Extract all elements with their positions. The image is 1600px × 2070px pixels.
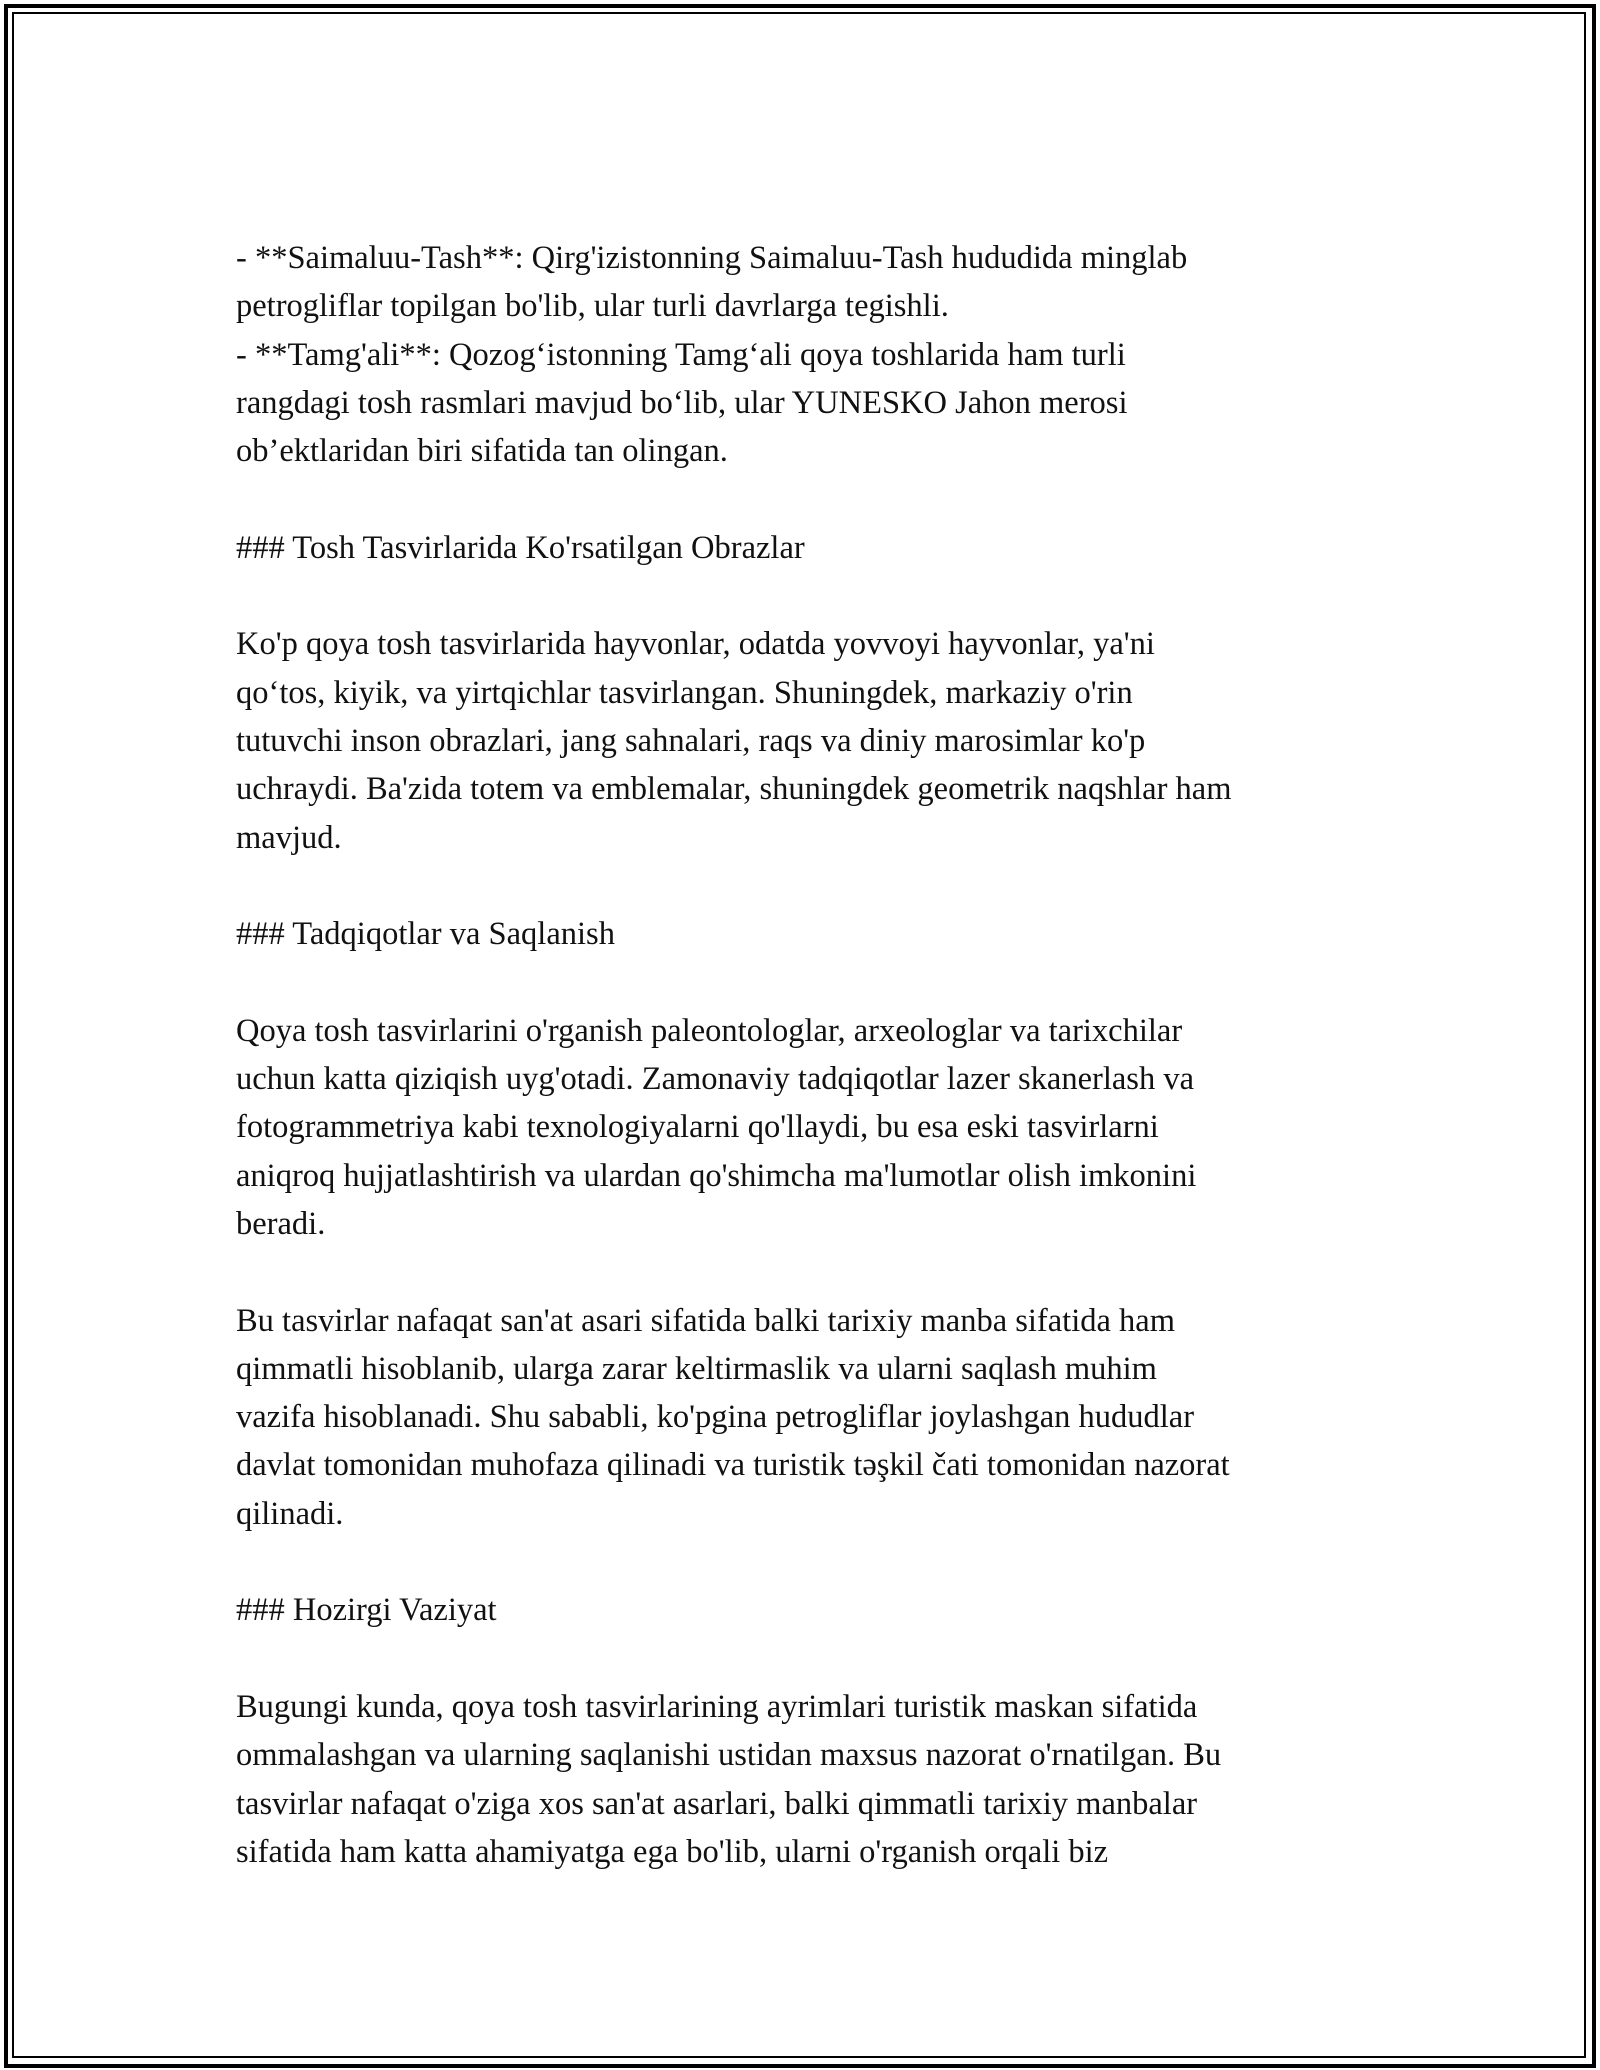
- text-line: ob’ektlaridan biri sifatida tan olingan.: [236, 433, 728, 470]
- text-line: sifatida ham katta ahamiyatga ega bo'lib, ularni o'rganish orqali biz: [236, 1833, 1109, 1870]
- list-item-tamgali: [236, 331, 1386, 476]
- text-line: qilinadi.: [236, 1495, 344, 1532]
- heading-obrazlar: [236, 524, 1386, 572]
- heading-text: ### Tadqiqotlar va Saqlanish: [236, 916, 615, 953]
- text-line: tasvirlar nafaqat o'ziga xos san'at asarlari, balki qimmatli tarixiy manbalar: [236, 1785, 1198, 1822]
- text-line: uchraydi. Ba'zida totem va emblemalar, shuningdek geometrik naqshlar ham: [236, 771, 1232, 808]
- text-line: Bugungi kunda, qoya tosh tasvirlarining ayrimlari turistik maskan sifatida: [236, 1688, 1198, 1725]
- heading-text: ### Tosh Tasvirlarida Ko'rsatilgan Obrazlar: [236, 529, 805, 566]
- text-line: tutuvchi inson obrazlari, jang sahnalari, raqs va diniy marosimlar ko'p: [236, 722, 1146, 759]
- text-line: petrogliflar topilgan bo'lib, ular turli davrlarga tegishli.: [236, 288, 949, 325]
- blank-line: [236, 862, 1386, 910]
- blank-line: [236, 475, 1386, 523]
- paragraph-tadqiqotlar: [236, 1007, 1386, 1248]
- text-line: beradi.: [236, 1205, 326, 1242]
- text-line: fotogrammetriya kabi texnologiyalarni qo'llaydi, bu esa eski tasvirlarni: [236, 1109, 1159, 1146]
- text-line: qimmatli hisoblanib, ularga zarar keltirmaslik va ularni saqlash muhim: [236, 1350, 1157, 1387]
- blank-line: [236, 958, 1386, 1006]
- blank-line: [236, 1538, 1386, 1586]
- blank-line: [236, 572, 1386, 620]
- text-line: Bu tasvirlar nafaqat san'at asari sifatida balki tarixiy manba sifatida ham: [236, 1302, 1175, 1339]
- heading-text: ### Hozirgi Vaziyat: [236, 1592, 497, 1629]
- heading-tadqiqotlar: [236, 910, 1386, 958]
- paragraph-saqlanish: [236, 1297, 1386, 1538]
- text-line: Ko'p qoya tosh tasvirlarida hayvonlar, odatda yovvoyi hayvonlar, ya'ni: [236, 626, 1155, 663]
- paragraph-hozirgi-vaziyat: [236, 1683, 1386, 1876]
- document-body: [236, 234, 1386, 1876]
- text-line: Qoya tosh tasvirlarini o'rganish paleontologlar, arxeologlar va tarixchilar: [236, 1012, 1183, 1049]
- text-line: mavjud.: [236, 819, 342, 856]
- heading-hozirgi-vaziyat: [236, 1586, 1386, 1634]
- paragraph-obrazlar: [236, 620, 1386, 861]
- text-line: - **Tamg'ali**: Qozog‘istonning Tamg‘ali qoya toshlarida ham turli: [236, 336, 1126, 373]
- list-item-saimaluu-tash: [236, 234, 1386, 331]
- blank-line: [236, 1248, 1386, 1296]
- text-line: ommalashgan va ularning saqlanishi ustidan maxsus nazorat o'rnatilgan. Bu: [236, 1737, 1222, 1774]
- blank-line: [236, 1635, 1386, 1683]
- text-line: vazifa hisoblanadi. Shu sababli, ko'pgina petrogliflar joylashgan hududlar: [236, 1399, 1195, 1436]
- text-line: - **Saimaluu-Tash**: Qirg'izistonning Saimaluu-Tash hududida minglab: [236, 240, 1188, 276]
- text-line: rangdagi tosh rasmlari mavjud bo‘lib, ular YUNESKO Jahon merosi: [236, 384, 1128, 421]
- text-line: uchun katta qiziqish uyg'otadi. Zamonaviy tadqiqotlar lazer skanerlash va: [236, 1061, 1194, 1098]
- text-line: qo‘tos, kiyik, va yirtqichlar tasvirlangan. Shuningdek, markaziy o'rin: [236, 674, 1133, 711]
- text-line: davlat tomonidan muhofaza qilinadi va turistik təşkil čati tomonidan nazorat: [236, 1447, 1230, 1484]
- text-line: aniqroq hujjatlashtirish va ulardan qo'shimcha ma'lumotlar olish imkonini: [236, 1157, 1197, 1194]
